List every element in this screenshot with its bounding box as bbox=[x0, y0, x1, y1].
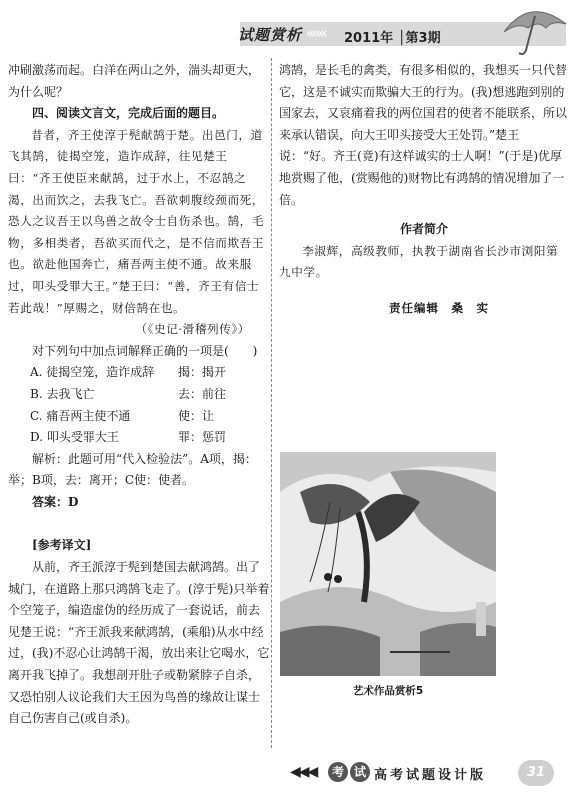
option-d bbox=[8, 427, 270, 449]
footer-tag-kao: 考 bbox=[328, 762, 348, 782]
author-bio: 李淑辉，高级教师，执教于湖南省长沙市浏阳第九中学。 bbox=[279, 243, 559, 280]
responsible-editor: 责任编辑 桑 实 bbox=[389, 300, 489, 315]
back-arrows-icon: ◀◀◀ bbox=[290, 764, 317, 780]
translation-text: 从前，齐王派淳于髡到楚国去献鸿鹄。出了城门，在道路上那只鸿鹄飞走了。(淳于髡)只举着个空笼子，编造虚伪的经历成了一套说话，前去见楚王说：“齐王派我来献鸿鹄，(乘船)从水中经过，(我)不忍心让鸿鹄干渴，放出来让它喝水，它离开我飞掉了。我想剖开肚子或勒紧脖子自杀，又恐怕别人议论我们大王因为鸟兽的缘故让谋士自己伤害自己(或自杀)。 bbox=[8, 560, 270, 726]
footer-tag-shi: 试 bbox=[350, 762, 370, 782]
chevrons-decoration: ««« bbox=[306, 24, 325, 42]
option-b-gloss: 去：前往 bbox=[178, 386, 227, 401]
magazine-section-name: 高考试题设计版 bbox=[374, 768, 487, 783]
reference-translation-title: [参考译文] bbox=[32, 538, 92, 553]
page-header bbox=[0, 0, 581, 58]
question-stem: 对下列句中加点词解释正确的一项是( ) bbox=[32, 343, 258, 358]
page-number: 31 bbox=[518, 760, 554, 786]
analysis-text: 解析：此题可用“代入检验法”。A项，揭：举；B项，去：离开；C使：使者。 bbox=[8, 451, 257, 488]
ink-painting-image bbox=[280, 452, 496, 676]
option-c bbox=[8, 406, 270, 428]
left-column bbox=[8, 60, 270, 730]
source-citation: （《史记·滑稽列传》） bbox=[135, 322, 250, 337]
option-c-gloss: 使：让 bbox=[178, 408, 215, 423]
author-heading: 作者简介 bbox=[399, 222, 448, 237]
painting-caption: 艺术作品赏析5 bbox=[352, 685, 424, 697]
option-a bbox=[8, 362, 270, 384]
option-b bbox=[8, 384, 270, 406]
option-d-text: D. 叩头受罪大王 bbox=[30, 430, 119, 445]
right-column bbox=[279, 60, 569, 320]
question-heading: 四、阅读文言文，完成后面的题目。 bbox=[32, 106, 225, 121]
option-d-gloss: 罪：惩罚 bbox=[178, 430, 227, 445]
answer-text: 答案：D bbox=[32, 494, 79, 509]
page-footer bbox=[290, 760, 560, 788]
umbrella-icon bbox=[500, 2, 570, 58]
column-divider bbox=[271, 58, 272, 748]
option-c-text: C. 痛吾两主使不通 bbox=[30, 408, 131, 423]
option-a-gloss: 揭：揭开 bbox=[178, 365, 227, 380]
option-a-text: A. 徒揭空笼，造诈成辞 bbox=[30, 365, 155, 380]
option-b-text: B. 去我飞亡 bbox=[30, 386, 95, 401]
paragraph-continuation: 冲刷激荡而起。白洋在两山之外，湍头却更大，为什么呢？ bbox=[8, 63, 261, 99]
translation-continuation: 鸿鹄，是长毛的禽类，有很多相似的，我想买一只代替它，这是不诚实而欺骗大王的行为。(我)想逃跑到别的国家去，又哀痛着我的两位国君的使者不能联系，所以来承认错误，向大王叩头接受大王处罚。”楚王说：“好。齐王(竟)有这样诚实的士人啊！”(于是)优厚地赏赐了他，(赏赐他的)财物比有鸿鹄的情况增加了一倍。 bbox=[279, 63, 568, 207]
classical-text: 昔者，齐王使淳于髡献鹄于楚。出邑门，道飞其鹄，徒揭空笼，造诈成辞，往见楚王曰：“齐王使臣来献鹄，过于水上，不忍鹄之渴，出而饮之，去我飞亡。吾欲刺腹绞颈而死，恐人之议吾王以鸟兽之故令士自伤杀也。鹄，毛物，多相类者，吾欲买而代之，是不信而欺吾王也。欲赴他国奔亡，痛吾两主使不通。故来服过，叩头受罪大王。”楚王曰：“善，齐王有信士若此哉！”厚赐之，财倍鹄在也。 bbox=[8, 127, 265, 315]
issue-label: 2011年 │第3期 bbox=[344, 31, 441, 46]
column-title: 试题赏析 bbox=[238, 26, 303, 44]
